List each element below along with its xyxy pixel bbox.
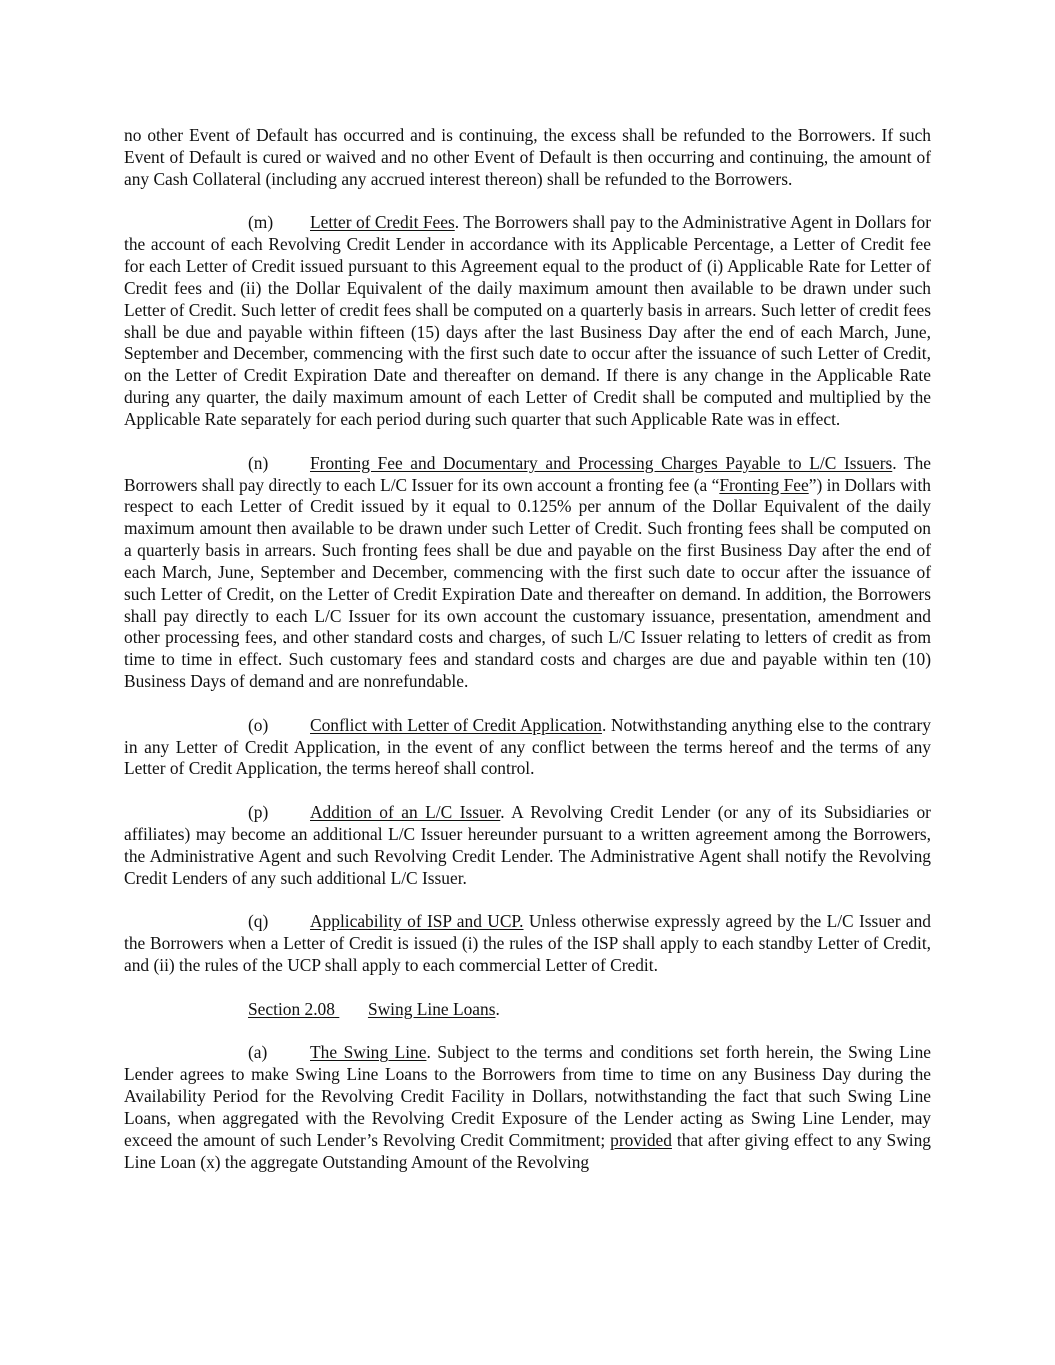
- paragraph-l-continuation: [124, 125, 931, 191]
- paragraph-m: [124, 212, 931, 430]
- clause-title: The Swing Line: [310, 1042, 427, 1063]
- paragraph-p: [124, 802, 931, 889]
- clause-title: Letter of Credit Fees: [310, 212, 455, 233]
- document-page: [124, 125, 931, 1195]
- clause-title: Addition of an L/C Issuer: [310, 802, 501, 823]
- section-number: Section 2.08: [248, 998, 335, 1019]
- paragraph-text: no other Event of Default has occurred and is continuing, the excess shall be refunded to the Borrowers. If such Event of Default is cured or waived and no other Event of Default is then occurring and continuing, the amount of any Cash Collateral (including any accrued interest thereon) shall be refunded to the Borrowers.: [124, 125, 931, 189]
- clause-body: . Subject to the terms and conditions set forth herein, the Swing Line Lender agrees to make Swing Line Loans to the Borrowers from time to time on any Business Day during the Availability Period for the Revolving Credit Facility in Dollars, notwithstanding the fact that such Swing Line Loans, when aggregated with the Revolving Credit Exposure of the Lender acting as Swing Line Lender, may exceed the amount of such Lender’s Revolving Credit Commitment;: [124, 1042, 931, 1150]
- clause-body-continued: that after giving effect to any Swing Line Loan (x) the aggregate Outstanding Amount of the Revolving: [124, 1129, 931, 1172]
- paragraph-q: [124, 911, 931, 977]
- clause-title: Fronting Fee and Documentary and Processing Charges Payable to L/C Issuers: [310, 452, 893, 473]
- paragraph-a: [124, 1042, 931, 1173]
- section-suffix: .: [495, 998, 500, 1019]
- clause-label: (n): [248, 452, 269, 473]
- clause-body: Unless otherwise expressly agreed by the L/C Issuer and the Borrowers when a Letter of Credit is issued (i) the rules of the ISP shall apply to each standby Letter of Credit, and (ii) the rules of the UCP shall apply to each commercial Letter of Credit.: [124, 911, 931, 976]
- clause-body: . The Borrowers shall pay directly to each L/C Issuer for its own account a fronting fee (a “: [124, 452, 931, 495]
- section-title: Swing Line Loans: [367, 998, 496, 1019]
- clause-body: . The Borrowers shall pay to the Administrative Agent in Dollars for the account of each Revolving Credit Lender in accordance with its Applicable Percentage, a Letter of Credit fee for each Letter of Credit issued pursuant to this Agreement equal to the product of (i) Applicable Rate for Letter of Credit fees and (ii) the Dollar Equivalent of the daily maximum amount then available to be drawn under such Letter of Credit. Such letter of credit fees shall be computed on a quarterly basis in arrears. Such letter of credit fees shall be due and payable within fifteen (15) days after the last Business Day after the end of each March, June, September and December, commencing with the first such date to occur after the issuance of such Letter of Credit, on the Letter of Credit Expiration Date and thereafter on demand. If there is any change in the Applicable Rate during any quarter, the daily maximum amount of each Letter of Credit shall be computed and multiplied by the Applicable Rate separately for each period during such quarter that such Applicable Rate was in effect.: [124, 212, 931, 429]
- paragraph-n: [124, 453, 931, 693]
- clause-label: (o): [248, 714, 269, 735]
- clause-body: . Notwithstanding anything else to the contrary in any Letter of Credit Application, in the event of any conflict between the terms hereof and the terms of any Letter of Credit Application, the terms hereof shall control.: [124, 714, 932, 779]
- clause-body-continued: ”) in Dollars with respect to each Letter of Credit issued by it equal to 0.125% per annum of the Dollar Equivalent of the daily maximum amount then available to be drawn under such Letter of Credit. Such fronting fees shall be computed on a quarterly basis in arrears. Such fronting fees shall be due and payable on the first Business Day after the end of each March, June, September and December, commencing with the first such date to occur after the issuance of such Letter of Credit, on the Letter of Credit Expiration Date and thereafter on demand. In addition, the Borrowers shall pay directly to each L/C Issuer for its own account the customary issuance, presentation, amendment and other processing fees, and other standard costs and charges, of such L/C Issuer relating to letters of credit as from time to time in effect. Such customary fees and standard costs and charges are due and payable within ten (10) Business Days of demand and are nonrefundable.: [124, 474, 931, 692]
- clause-title: Applicability of ISP and UCP.: [310, 911, 524, 932]
- section-heading: [124, 999, 931, 1021]
- proviso-term: provided: [610, 1129, 672, 1150]
- clause-label: (q): [248, 911, 269, 932]
- defined-term: Fronting Fee: [719, 474, 809, 495]
- paragraph-o: [124, 715, 931, 781]
- clause-label: (a): [248, 1042, 268, 1063]
- clause-label: (p): [248, 802, 269, 823]
- clause-body: . A Revolving Credit Lender (or any of its Subsidiaries or affiliates) may become an additional L/C Issuer hereunder pursuant to a written agreement among the Borrowers, the Administrative Agent and such Revolving Credit Lender. The Administrative Agent shall notify the Revolving Credit Lenders of any such additional L/C Issuer.: [124, 802, 931, 888]
- clause-title: Conflict with Letter of Credit Application: [310, 714, 602, 735]
- clause-label: (m): [248, 212, 274, 233]
